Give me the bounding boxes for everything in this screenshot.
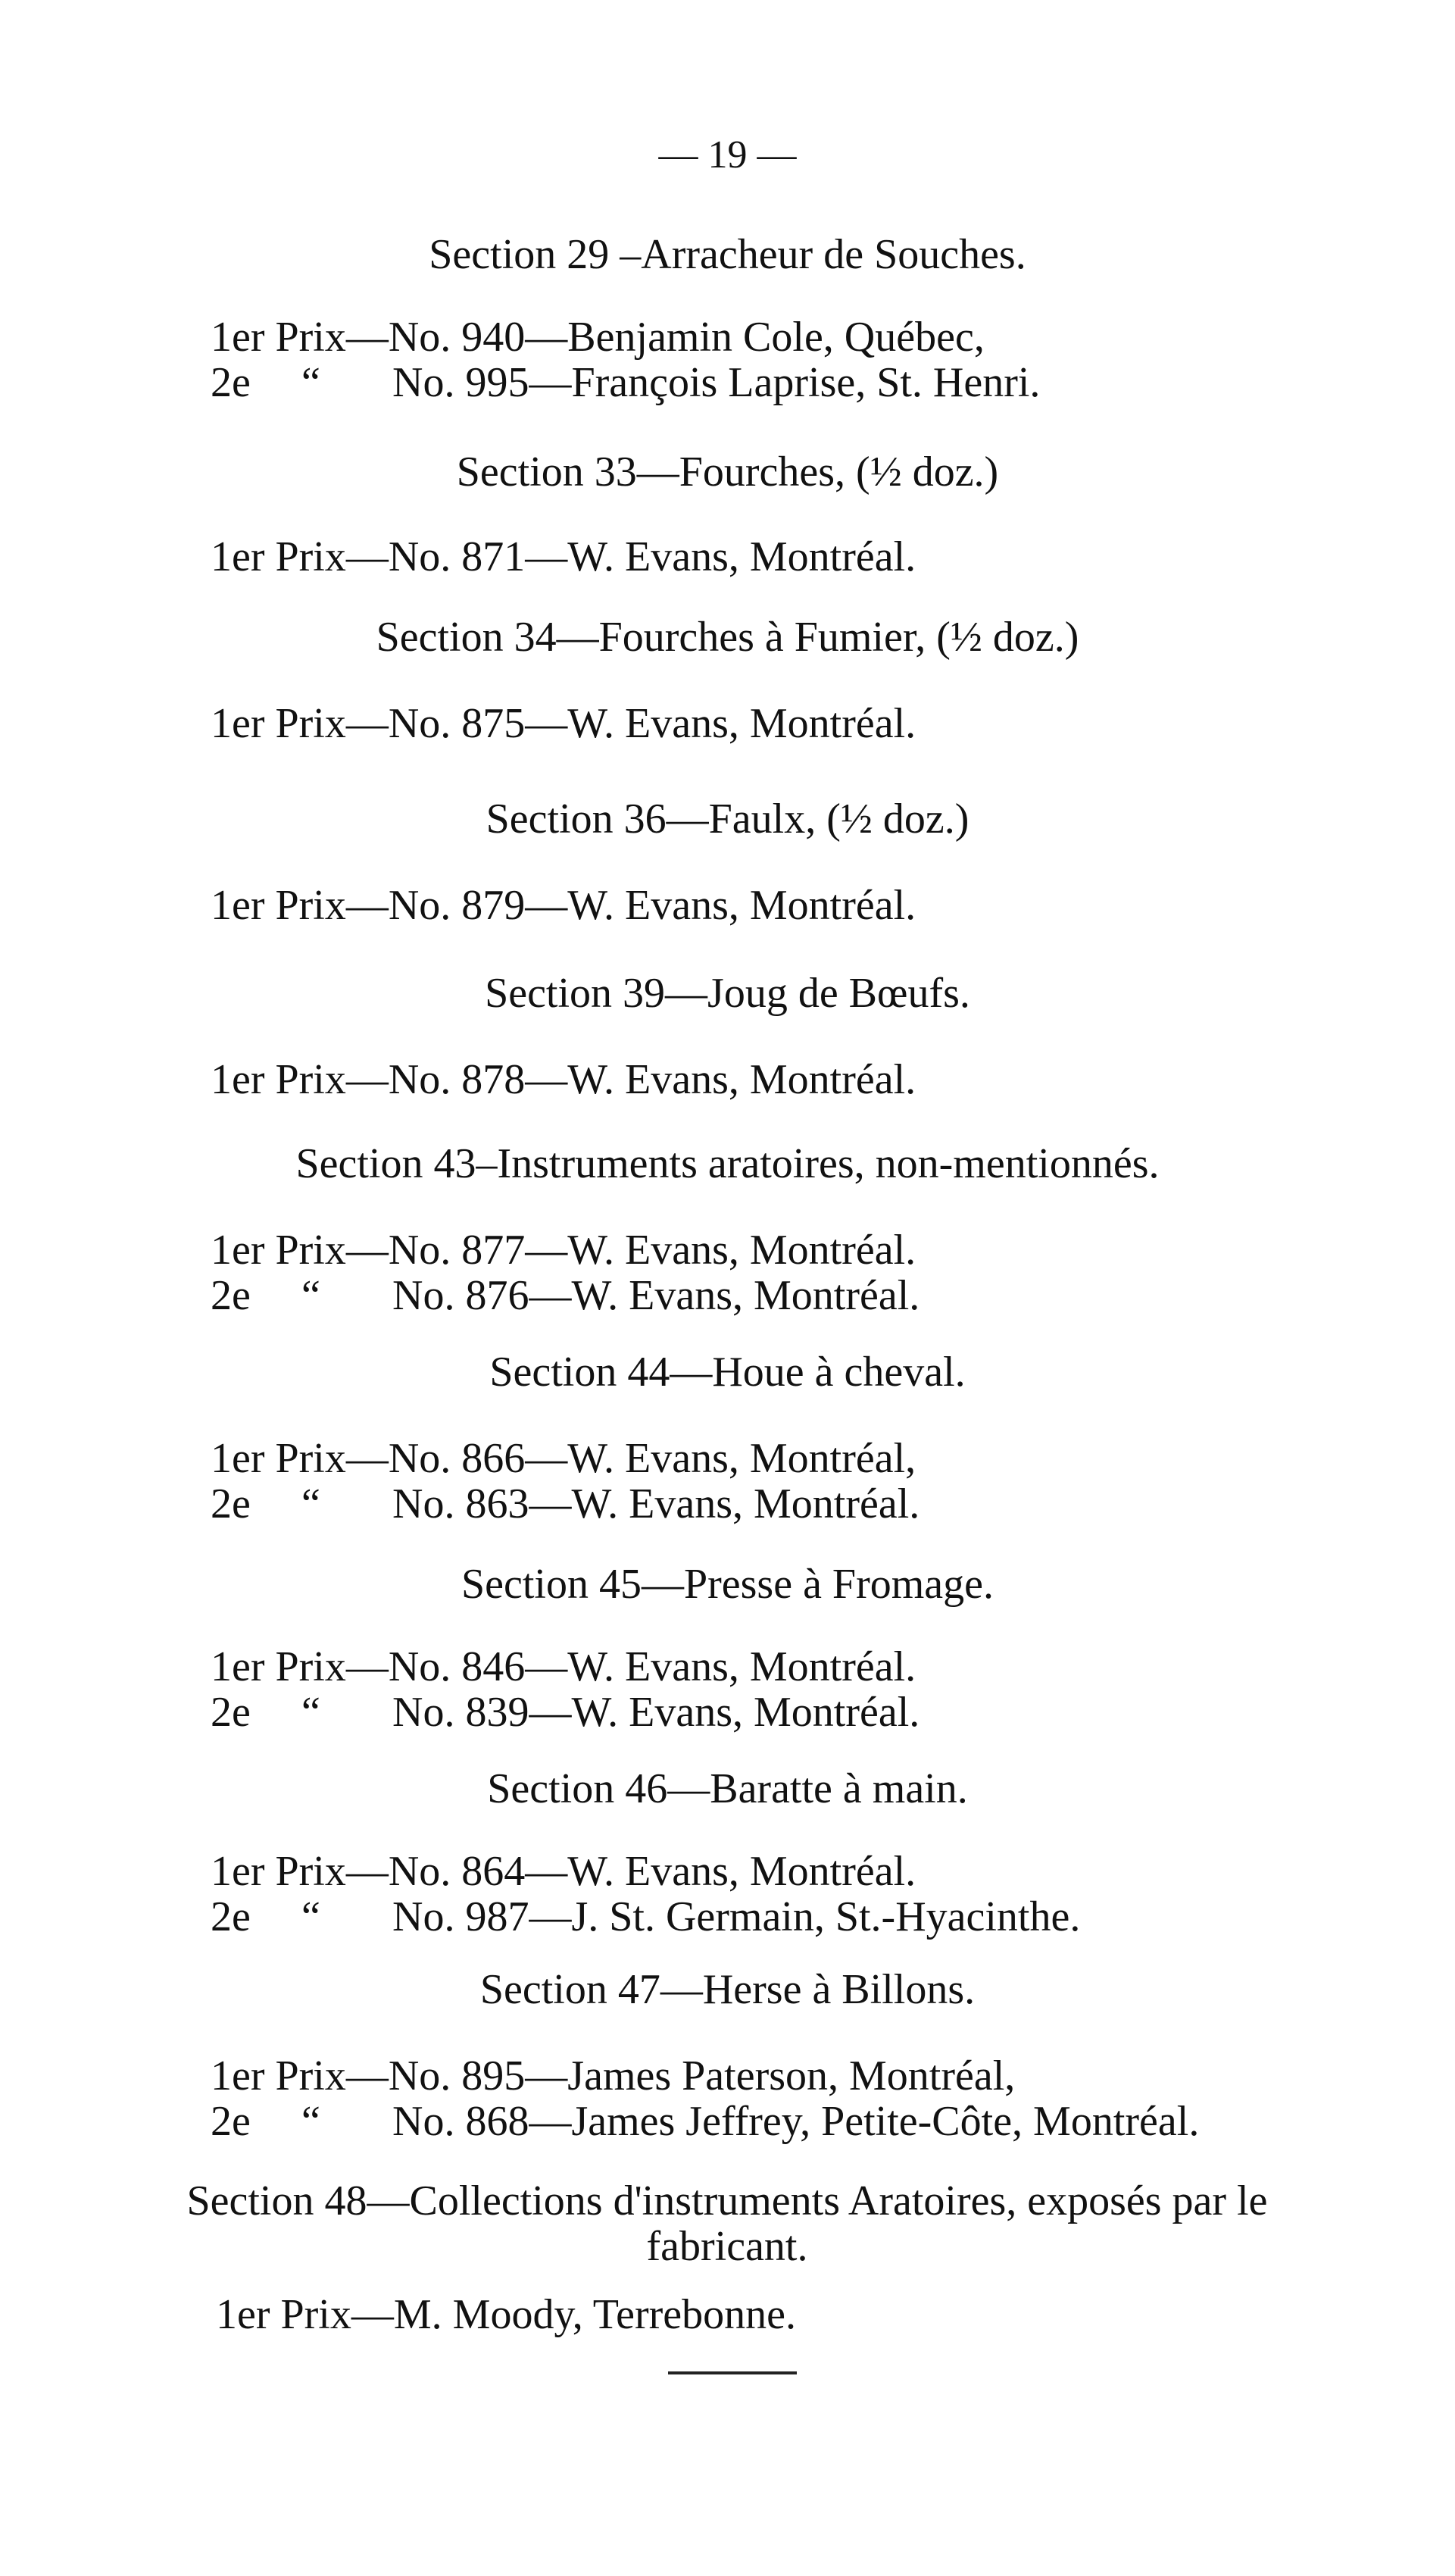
prize-entry [211, 1849, 1080, 1894]
prize-list [211, 1849, 1080, 1940]
prize-list [211, 1644, 920, 1735]
section-heading-line: fabricant. [646, 2223, 808, 2270]
prize-entry [211, 1481, 920, 1527]
prize-place-label: 2e [211, 2098, 251, 2145]
prize-entry [211, 1894, 1080, 1940]
prize-entry [211, 1273, 920, 1318]
prize-list [211, 534, 916, 580]
prize-place-label: 2e [211, 1893, 251, 1940]
ditto-mark: “ [301, 1272, 320, 1319]
prize-entry [211, 1436, 920, 1481]
prize-place [211, 2099, 392, 2144]
prize-entry [211, 534, 916, 580]
prize-list [216, 2292, 796, 2337]
prize-text: —No. 875—W. Evans, Montréal. [345, 700, 916, 747]
prize-list [211, 701, 916, 746]
prize-list [211, 1436, 920, 1527]
prize-place-label: 2e [211, 1689, 251, 1736]
page-number: — 19 — [658, 133, 797, 177]
prize-text: —No. 846—W. Evans, Montréal. [345, 1643, 916, 1690]
prize-place [211, 1273, 392, 1318]
prize-place: 1er Prix [211, 1848, 346, 1895]
prize-place: 1er Prix [216, 2291, 351, 2338]
prize-entry [211, 360, 1040, 405]
prize-text: No. 839—W. Evans, Montréal. [392, 1689, 920, 1736]
section-heading: Section 44—Houe à cheval. [489, 1349, 966, 1396]
prize-place-label: 2e [211, 1480, 251, 1527]
section-heading: Section 33—Fourches, (½ doz.) [456, 449, 999, 496]
prize-place: 1er Prix [211, 2052, 346, 2099]
prize-list [211, 2053, 1199, 2144]
prize-place-label: 2e [211, 359, 251, 406]
prize-entry [211, 883, 916, 928]
section-heading: Section 39—Joug de Bœufs. [485, 970, 970, 1017]
prize-entry [211, 1644, 920, 1690]
prize-entry [211, 1057, 916, 1102]
prize-text: —No. 871—W. Evans, Montréal. [345, 533, 916, 580]
prize-place: 1er Prix [211, 1435, 346, 1482]
prize-text: —M. Moody, Terrebonne. [351, 2291, 796, 2338]
prize-text: —No. 866—W. Evans, Montréal, [345, 1435, 916, 1482]
section-heading-line: Section 48—Collections d'instruments Aratoires, exposés par le [186, 2177, 1268, 2224]
end-rule [668, 2371, 797, 2374]
prize-place-label: 2e [211, 1272, 251, 1319]
prize-text: —No. 879—W. Evans, Montréal. [345, 882, 916, 929]
prize-entry [211, 1690, 920, 1735]
prize-place: 1er Prix [211, 1643, 346, 1690]
ditto-mark: “ [301, 1480, 320, 1527]
prize-place: 1er Prix [211, 1227, 346, 1274]
section-heading: Section 36—Faulx, (½ doz.) [486, 796, 969, 843]
ditto-mark: “ [301, 1689, 320, 1736]
prize-entry [211, 701, 916, 746]
prize-place: 1er Prix [211, 314, 346, 361]
prize-place [211, 1481, 392, 1527]
prize-place: 1er Prix [211, 882, 346, 929]
prize-list [211, 883, 916, 928]
prize-entry [211, 314, 1040, 360]
prize-place: 1er Prix [211, 1056, 346, 1103]
section-heading: Section 47—Herse à Billons. [479, 1966, 976, 2013]
prize-text: No. 987—J. St. Germain, St.-Hyacinthe. [392, 1893, 1081, 1940]
prize-place: 1er Prix [211, 700, 346, 747]
section-heading: Section 34—Fourches à Fumier, (½ doz.) [376, 614, 1079, 661]
ditto-mark: “ [301, 359, 320, 406]
prize-place [211, 1894, 392, 1940]
prize-list [211, 1057, 916, 1102]
prize-entry [211, 2099, 1199, 2144]
section-heading: Section 43–Instruments aratoires, non-mentionnés. [295, 1140, 1160, 1187]
section-heading [106, 2178, 1348, 2269]
prize-text: No. 876—W. Evans, Montréal. [392, 1272, 920, 1319]
prize-text: —No. 877—W. Evans, Montréal. [345, 1227, 916, 1274]
prize-list [211, 1227, 920, 1318]
ditto-mark: “ [301, 1893, 320, 1940]
prize-entry [211, 1227, 920, 1273]
prize-place [211, 1690, 392, 1735]
prize-text: —No. 878—W. Evans, Montréal. [345, 1056, 916, 1103]
section-heading: Section 46—Baratte à main. [487, 1765, 968, 1812]
prize-text: —No. 895—James Paterson, Montréal, [345, 2052, 1016, 2099]
prize-list [211, 314, 1040, 405]
prize-place: 1er Prix [211, 533, 346, 580]
prize-entry [211, 2053, 1199, 2099]
prize-text: —No. 940—Benjamin Cole, Québec, [345, 314, 985, 361]
prize-text: —No. 864—W. Evans, Montréal. [345, 1848, 916, 1895]
section-heading: Section 29 –Arracheur de Souches. [429, 231, 1026, 278]
prize-entry [216, 2292, 796, 2337]
prize-text: No. 863—W. Evans, Montréal. [392, 1480, 920, 1527]
prize-text: No. 868—James Jeffrey, Petite-Côte, Montréal. [392, 2098, 1200, 2145]
prize-place [211, 360, 392, 405]
section-heading: Section 45—Presse à Fromage. [461, 1561, 994, 1608]
ditto-mark: “ [301, 2098, 320, 2145]
prize-text: No. 995—François Laprise, St. Henri. [392, 359, 1041, 406]
